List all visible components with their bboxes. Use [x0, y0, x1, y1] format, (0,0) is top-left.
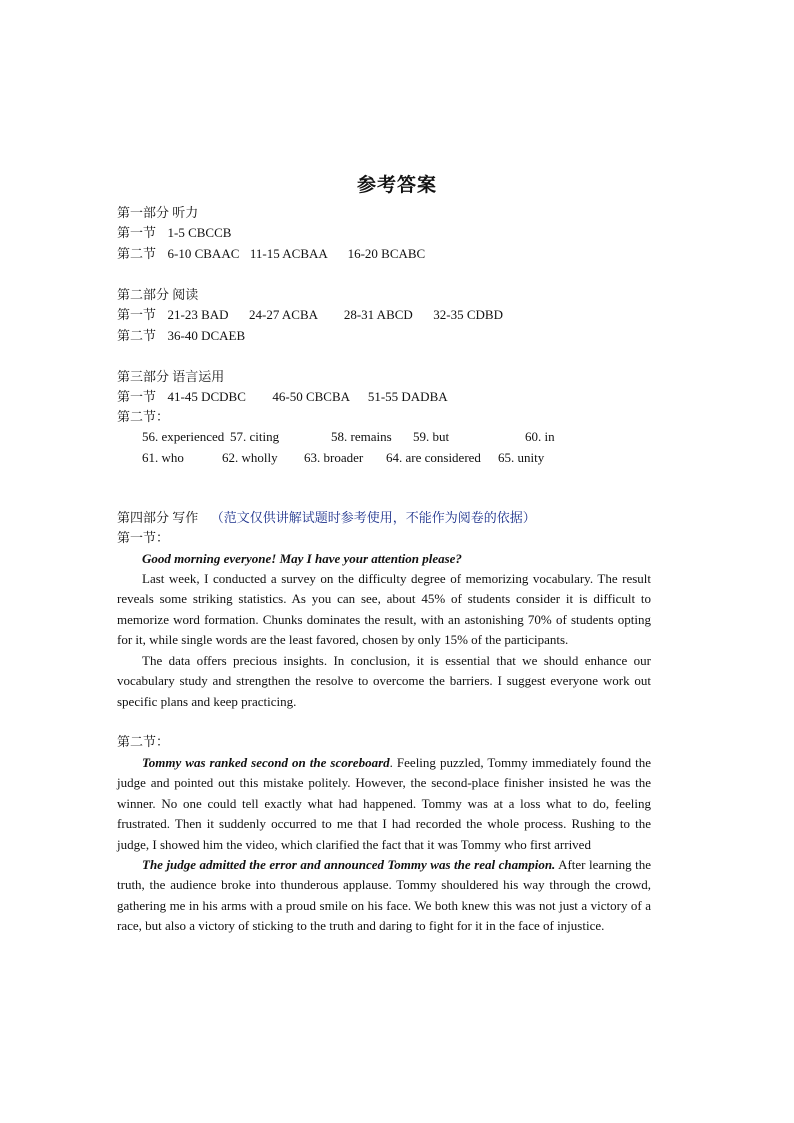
blank-answer: 57. citing [230, 429, 280, 444]
section-label: 第二节 [117, 246, 157, 261]
answer-group: 36-40 DCAEB [167, 328, 246, 343]
answer-group: 24-27 ACBA [249, 307, 318, 322]
part4-sec2-label: 第二节： [117, 734, 170, 749]
answer-group: 28-31 ABCD [343, 307, 413, 322]
section-label: 第二节 [117, 328, 157, 343]
blank-answer: 58. remains [331, 429, 392, 444]
part2-heading: 第二部分 阅读 [117, 287, 199, 302]
part2-sec2 [117, 327, 245, 345]
answer-group: 51-55 DADBA [367, 389, 448, 404]
story-paragraph-2 [117, 855, 651, 937]
part1-sec1 [117, 224, 231, 242]
blank-answer: 64. are considered [386, 450, 481, 465]
part4-heading-line [117, 509, 536, 527]
section-label: 第一节 [117, 307, 157, 322]
story-continuation: . Feeling puzzled, Tommy immediately found the judge and pointed out this mistake politely. However, the second-place finisher insisted he was the winner. No one could tell exactly what had happened. Tommy was at a loss what to do, feeling frustrated. Then it suddenly occurred to me that I had recorded the whole process. Rushing to the judge, I showed him the video, which clarified the fact that it was Tommy who first arrived [117, 755, 651, 852]
story-continuation: After learning the truth, the audience broke into thunderous applause. Tommy shouldered his way through the crowd, gathering me in his arms with a proud smile on his face. We both knew this was not just a victory of a race, but also a victory of sticking to the truth and daring to fight for it in the face of injustice. [117, 857, 651, 934]
story-lead-sentence: The judge admitted the error and announced Tommy was the real champion. [142, 857, 556, 872]
answer-group: 6-10 CBAAC [167, 246, 240, 261]
story-paragraph-1 [117, 753, 651, 855]
blank-answer: 65. unity [498, 450, 545, 465]
part2-sec1 [117, 306, 503, 324]
part4-sec1-label: 第一节： [117, 530, 170, 545]
essay-paragraph-1: Last week, I conducted a survey on the difficulty degree of memorizing vocabulary. The result reveals some striking statistics. As you can see, about 45% of students consider it is difficult to memorize word formation. Chunks dominates the result, with an astonishing 70% of students opting for it, while single words are the least favored, chosen by only 15% of the participants. [117, 571, 651, 648]
part3-sec2-label: 第二节： [117, 409, 170, 424]
blank-answer: 60. in [525, 429, 555, 444]
answer-group: 16-20 BCABC [347, 246, 426, 261]
blank-answer: 59. but [413, 429, 450, 444]
answer-group: 46-50 CBCBA [272, 389, 350, 404]
speech-greeting: Good morning everyone! May I have your attention please? [142, 551, 462, 566]
answer-group: 21-23 BAD [167, 307, 229, 322]
blank-answer: 62. wholly [222, 450, 278, 465]
part3-heading: 第三部分 语言运用 [117, 369, 225, 384]
part3-sec1 [117, 388, 448, 406]
part1-heading: 第一部分 听力 [117, 205, 199, 220]
answer-group: 41-45 DCDBC [167, 389, 246, 404]
section-label: 第一节 [117, 389, 157, 404]
story-lead-sentence: Tommy was ranked second on the scoreboard [142, 755, 390, 770]
essay-paragraph-2: The data offers precious insights. In conclusion, it is essential that we should enhance our vocabulary study and strengthen the resolve to overcome the barriers. I suggest everyone work out specific plans and keep practicing. [117, 653, 651, 709]
blank-answer: 56. experienced [142, 429, 225, 444]
blank-answer: 61. who [142, 450, 184, 465]
part1-sec2 [117, 245, 425, 263]
section-label: 第一节 [117, 225, 157, 240]
part4-heading: 第四部分 写作 [117, 510, 199, 525]
scoring-note: （范文仅供讲解试题时参考使用，不能作为阅卷的依据） [210, 510, 536, 525]
page-title: 参考答案 [356, 174, 437, 196]
answer-group: 11-15 ACBAA [249, 246, 328, 261]
answer-group: 32-35 CDBD [433, 307, 503, 322]
blank-answer: 63. broader [304, 450, 364, 465]
answer-group: 1-5 CBCCB [167, 225, 232, 240]
